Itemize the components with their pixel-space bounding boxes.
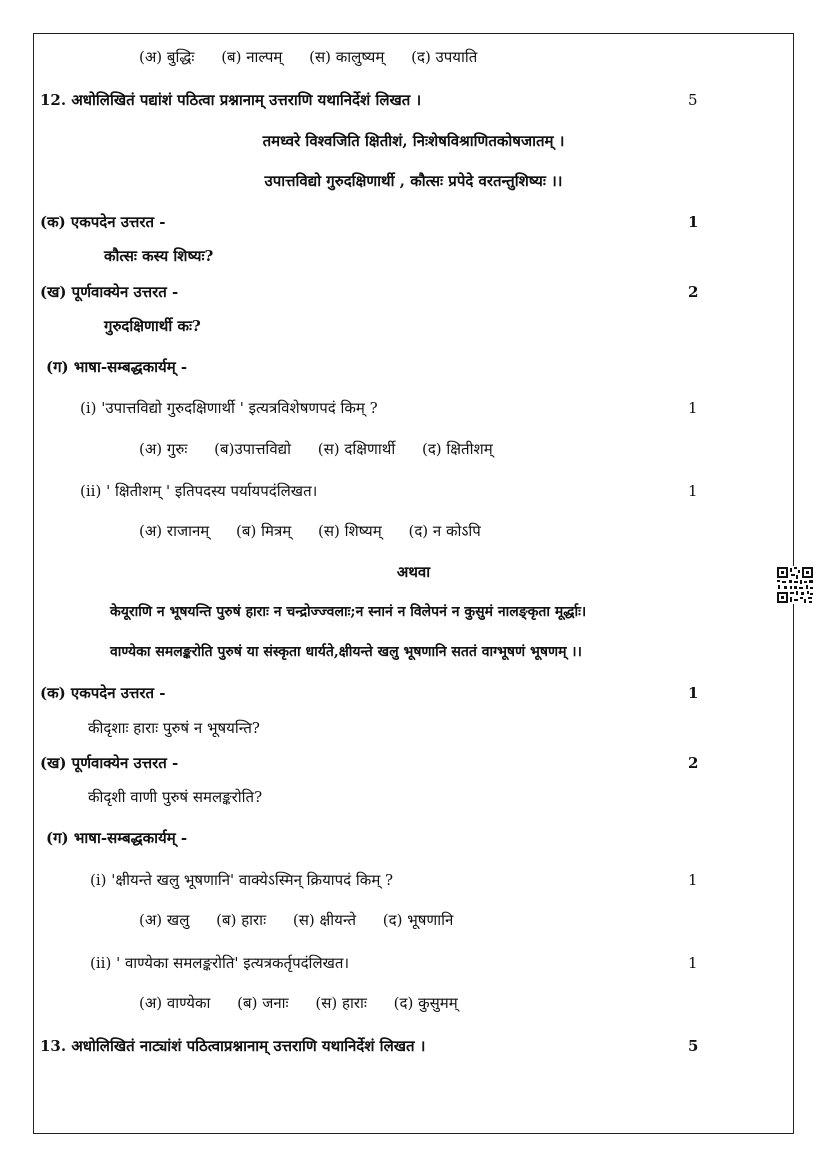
q12b2-question: कीदृशी वाणी पुरुषं समलङ्करोति? (88, 788, 263, 806)
q12-marks: 5 (688, 91, 698, 109)
q12c3-marks: 1 (688, 871, 698, 889)
option: (अ) वाण्येका (139, 994, 211, 1012)
q12b-marks: 2 (688, 283, 699, 301)
q12a-marks: 1 (688, 213, 699, 231)
q12c4-question: (ii) ' वाण्येका समलङ्करोति' इत्यत्रकर्तृपदंलिखत। (90, 954, 350, 972)
q12c2-question: (ii) ' क्षितीशम् ' इतिपदस्य पर्यायपदंलिखत। (80, 482, 318, 500)
q12c3-options (139, 910, 475, 930)
q12b2-marks: 2 (688, 754, 699, 772)
q12a-label: (क) एकपदेन उत्तरत - (40, 213, 166, 231)
option: (ब) नाल्पम् (221, 48, 283, 66)
q11-options (139, 47, 499, 67)
option: (ब) मित्रम् (236, 522, 292, 540)
option: (ब)उपात्तविद्यो (214, 440, 291, 458)
q12a2-marks: 1 (688, 684, 699, 702)
option: (स) क्षीयन्ते (292, 911, 356, 929)
q12c4-marks: 1 (688, 954, 698, 972)
q12b-label: (ख) पूर्णवाक्येन उत्तरत - (40, 283, 179, 301)
option: (द) उपयाति (411, 48, 478, 66)
q12b2-label: (ख) पूर्णवाक्येन उत्तरत - (40, 754, 179, 772)
option: (स) दक्षिणार्थी (317, 440, 396, 458)
option: (द) न कोऽपि (408, 522, 481, 540)
q12c1-question: (i) 'उपात्तविद्यो गुरुदक्षिणार्थी ' इत्यत्रविशेषणपदं किम् ? (80, 399, 378, 417)
option: (ब) हाराः (216, 911, 267, 929)
q12c4-options (139, 993, 480, 1013)
qr-code-icon (776, 566, 814, 604)
q12a2-label: (क) एकपदेन उत्तरत - (40, 684, 166, 702)
q12b-question: गुरुदक्षिणार्थी कः? (104, 317, 201, 335)
verse1-line1: तमध्वरे विश्वजिति क्षितीशं, निःशेषविश्राणितकोषजातम् । (262, 132, 565, 150)
q12c-label: (ग) भाषा-सम्बद्धकार्यम् - (46, 358, 188, 376)
q12c2-marks: 1 (688, 482, 698, 500)
option: (द) भूषणानि (382, 911, 454, 929)
q13-marks: 5 (688, 1037, 699, 1055)
option: (अ) गुरुः (139, 440, 188, 458)
q12c1-marks: 1 (688, 399, 698, 417)
option: (अ) राजानम् (139, 522, 210, 540)
or-label: अथवा (396, 563, 431, 581)
option: (द) कुसुमम् (393, 994, 458, 1012)
q12-heading: 12. अधोलिखितं पद्यांशं पठित्वा प्रश्नानाम् उत्तराणि यथानिर्देशं लिखत । (40, 91, 422, 109)
option: (स) हाराः (315, 994, 367, 1012)
q12c3-question: (i) 'क्षीयन्ते खलु भूषणानि' वाक्येऽस्मिन् क्रियापदं किम् ? (90, 871, 394, 889)
q12a-question: कौत्सः कस्य शिष्यः? (104, 247, 214, 265)
q12a2-question: कीदृशाः हाराः पुरुषं न भूषयन्ति? (88, 719, 260, 737)
option: (ब) जनाः (237, 994, 289, 1012)
q12c1-options (139, 439, 515, 459)
q13-heading: 13. अधोलिखितं नाट्यांशं पठित्वाप्रश्नानाम् उत्तराणि यथानिर्देशं लिखत । (40, 1037, 426, 1055)
option: (अ) बुद्धिः (139, 48, 195, 66)
q12c2-options (139, 521, 503, 541)
verse2-line2: वाण्येका समलङ्करोति पुरुषं या संस्कृता धार्यते,क्षीयन्ते खलु भूषणानि सततं वाग्भूषणं भूषणम् ।। (110, 644, 582, 660)
option: (द) क्षितीशम् (421, 440, 493, 458)
verse1-line2: उपात्तविद्यो गुरुदक्षिणार्थी , कौत्सः प्रपेदे वरतन्तुशिष्यः ।। (264, 172, 563, 190)
verse2-line1: केयूराणि न भूषयन्ति पुरुषं हाराः न चन्द्रोज्ज्वलाः;न स्नानं न विलेपनं न कुसुमं नालङ्कृता मूर्द्धाः। (110, 604, 587, 620)
option: (स) शिष्यम् (317, 522, 382, 540)
q12c3-label: (ग) भाषा-सम्बद्धकार्यम् - (46, 829, 188, 847)
option: (अ) खलु (139, 911, 190, 929)
option: (स) कालुष्यम् (309, 48, 385, 66)
